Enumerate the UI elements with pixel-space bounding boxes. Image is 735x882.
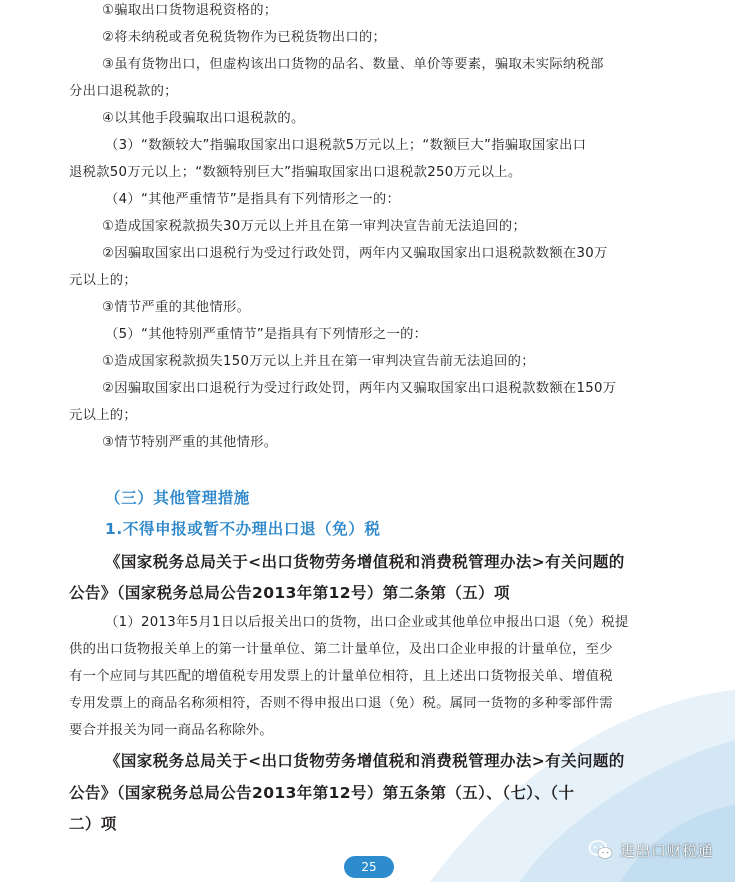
list-item: ①造成国家税款损失150万元以上并且在第一审判决宣告前无法追回的； [102,354,535,369]
reference-title: 公告》（国家税务总局公告2013年第12号）第二条第（五）项 [69,584,510,602]
paragraph-line: （4）“其他严重情节”是指具有下列情形之一的： [105,192,401,207]
list-item: ③虽有货物出口，但虚构该出口货物的品名、数量、单价等要素，骗取未实际纳税部 [102,57,604,72]
paragraph-line: （5）“其他特别严重情节”是指具有下列情形之一的： [105,327,428,342]
list-item: ①造成国家税款损失30万元以上并且在第一审判决宣告前无法追回的； [102,219,527,234]
section-heading: （三）其他管理措施 [105,489,250,507]
watermark-text: 进出口财税通 [619,841,713,860]
paragraph-line: （3）“数额较大”指骗取国家出口退税款5万元以上；“数额巨大”指骗取国家出口 [105,138,587,153]
watermark [588,837,713,863]
page-number: 25 [344,856,394,878]
paragraph-line: 供的出口货物报关单上的第一计量单位、第二计量单位，及出口企业申报的计量单位，至少 [69,642,613,657]
paragraph-line: 退税款50万元以上；“数额特别巨大”指骗取国家出口退税款250万元以上。 [69,165,522,180]
paragraph-line: 有一个应同与其匹配的增值税专用发票上的计量单位相符，且上述出口货物报关单、增值税 [69,669,613,684]
list-item: ②将未纳税或者免税货物作为已税货物出口的； [102,30,387,45]
list-item: ①骗取出口货物退税资格的； [102,3,278,18]
paragraph-line: 专用发票上的商品名称须相符，否则不得申报出口退（免）税。属同一货物的多种零部件需 [69,696,613,711]
list-item-continuation: 元以上的； [69,408,137,423]
sub-heading: 1.不得申报或暂不办理出口退（免）税 [105,520,381,538]
reference-title: 二）项 [69,815,117,833]
list-item: ③情节严重的其他情形。 [102,300,251,315]
list-item: ③情节特别严重的其他情形。 [102,435,278,450]
reference-title: 公告》（国家税务总局公告2013年第12号）第五条第（五）、（七）、（十 [69,784,575,802]
reference-title: 《国家税务总局关于<出口货物劳务增值税和消费税管理办法>有关问题的 [105,752,625,770]
wechat-icon [588,839,614,861]
list-item: ④以其他手段骗取出口退税款的。 [102,111,305,126]
paragraph-line: （1）2013年5月1日以后报关出口的货物，出口企业或其他单位申报出口退（免）税提 [105,615,629,630]
reference-title: 《国家税务总局关于<出口货物劳务增值税和消费税管理办法>有关问题的 [105,553,625,571]
list-item-continuation: 分出口退税款的； [69,84,178,99]
paragraph-line: 要合并报关为同一商品名称除外。 [69,723,273,738]
list-item: ②因骗取国家出口退税行为受过行政处罚，两年内又骗取国家出口退税款数额在150万 [102,381,617,396]
list-item-continuation: 元以上的； [69,273,137,288]
list-item: ②因骗取国家出口退税行为受过行政处罚，两年内又骗取国家出口退税款数额在30万 [102,246,608,261]
